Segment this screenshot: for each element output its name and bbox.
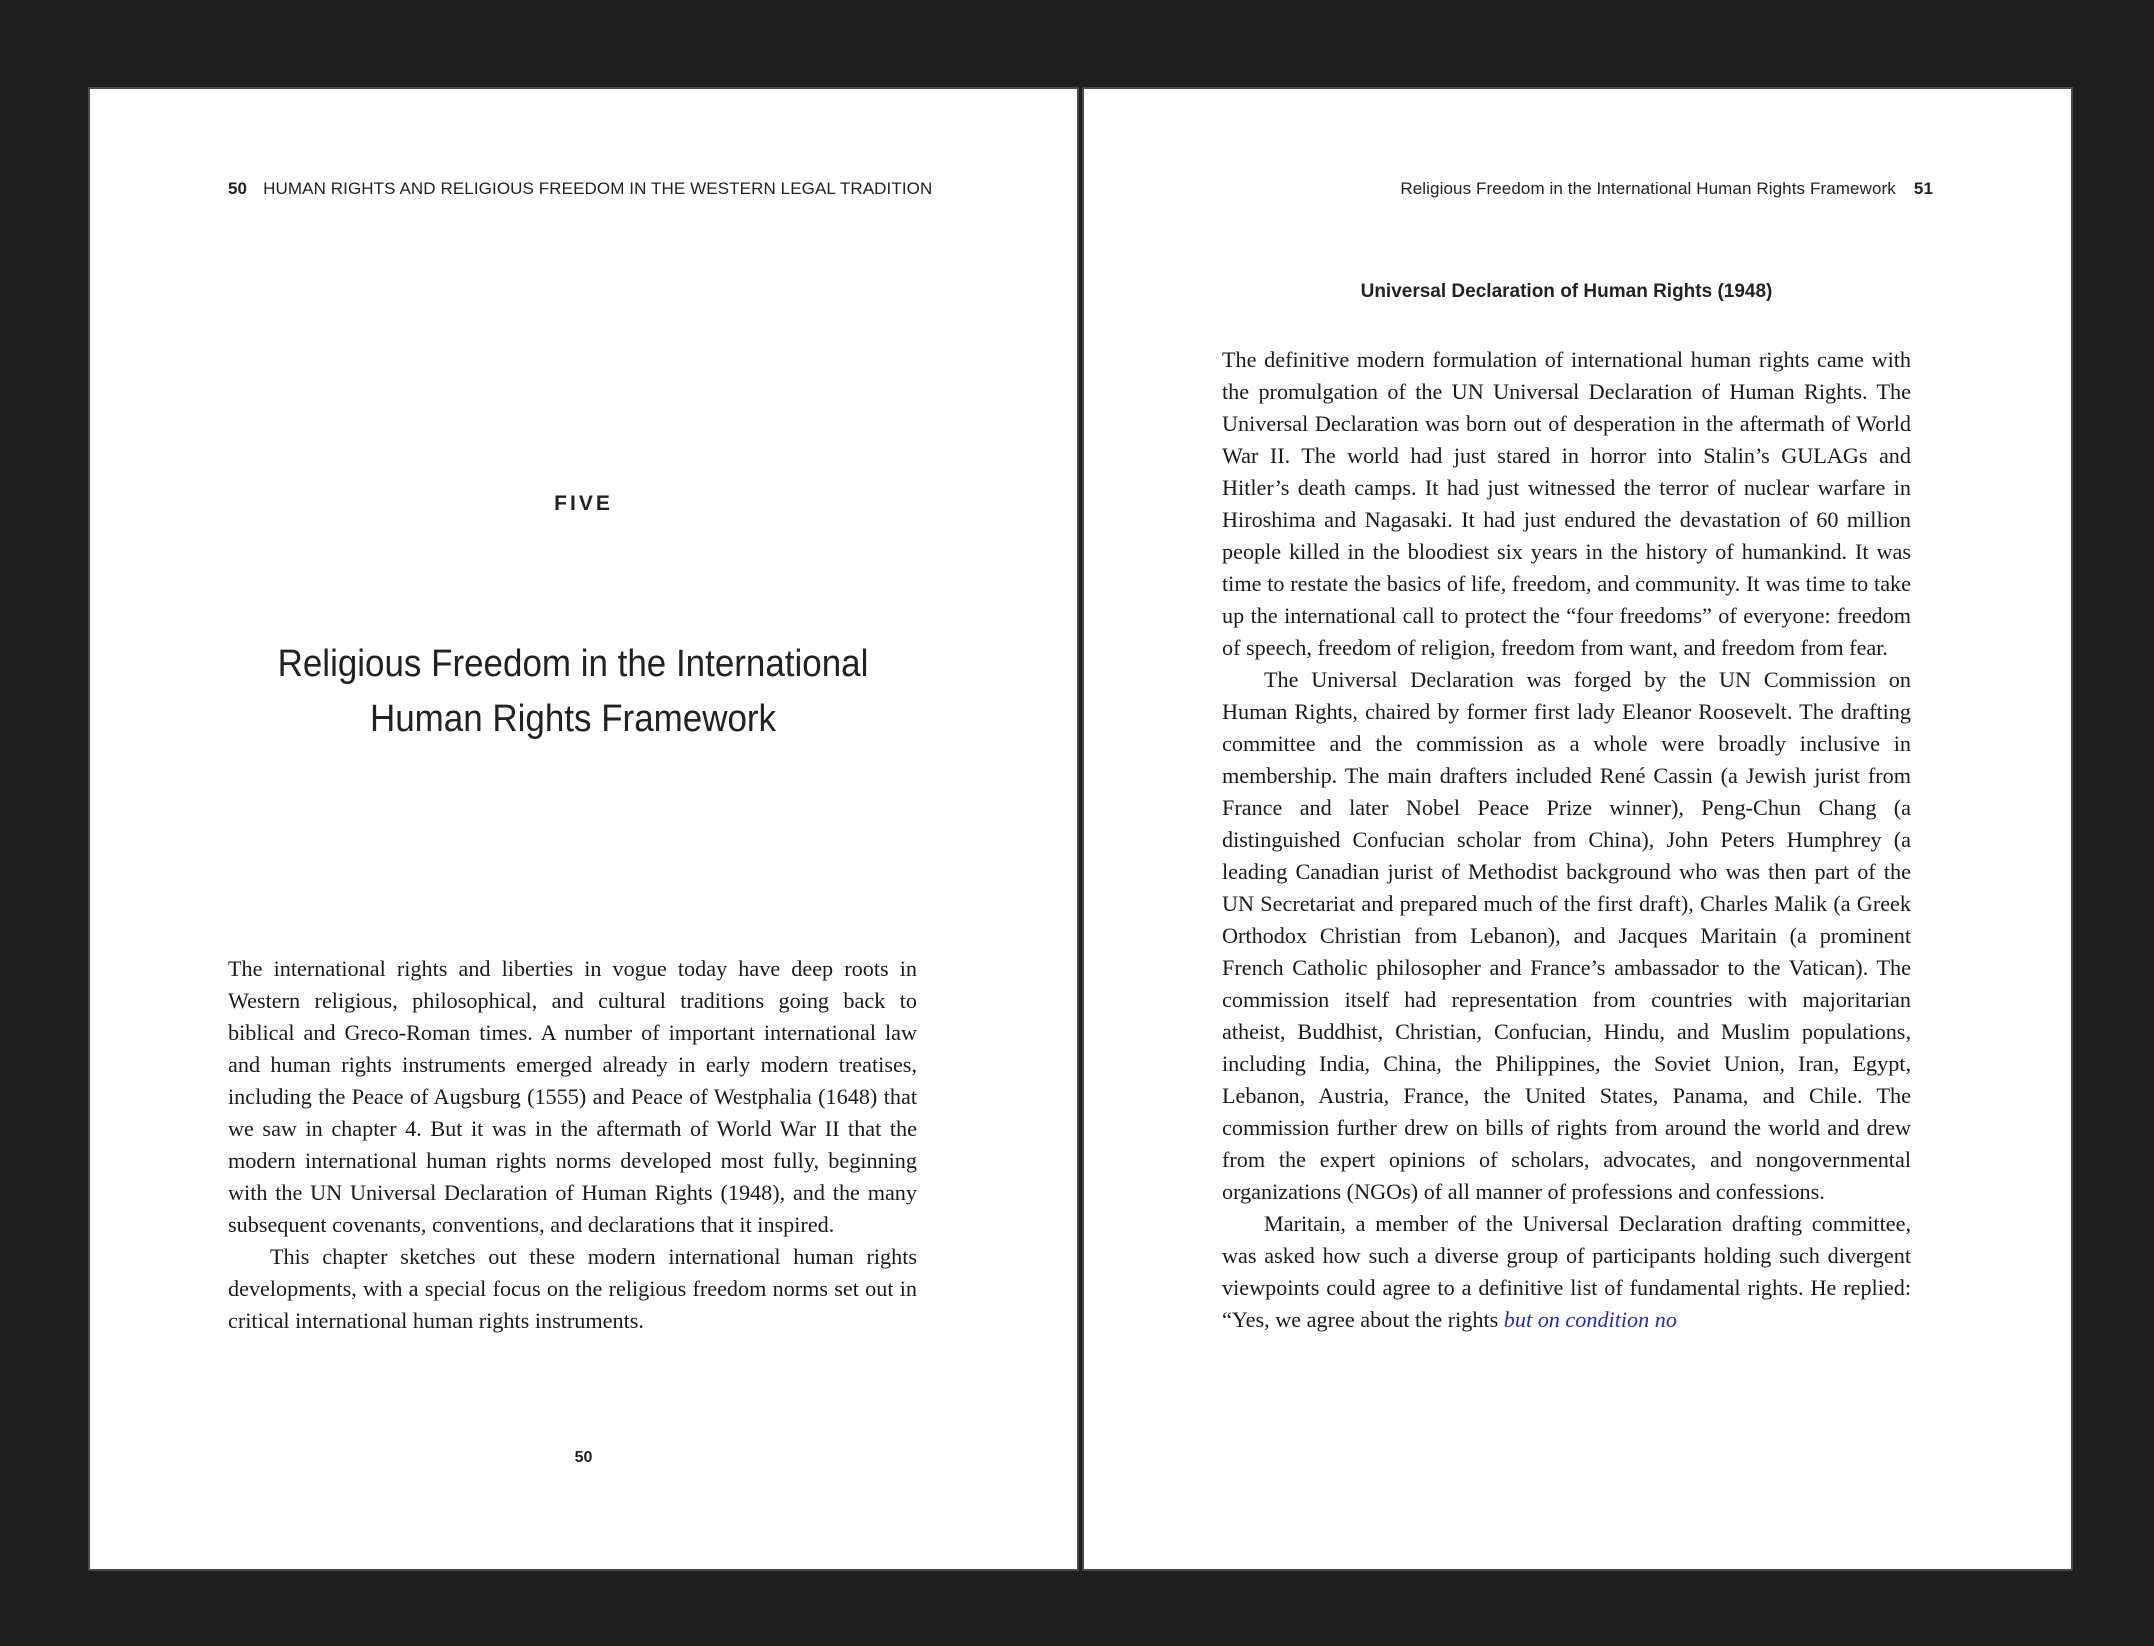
paragraph: This chapter sketches out these modern international human rights developments, with a special focus on the religious freedom norms set out in critical international human rights instruments. (228, 1244, 917, 1333)
header-book-title: HUMAN RIGHTS AND RELIGIOUS FREEDOM IN THE WESTERN LEGAL TRADITION (263, 179, 933, 198)
chapter-title-line-1: Religious Freedom in the International (277, 643, 869, 685)
left-page (88, 87, 1079, 1571)
paragraph: The Universal Declaration was forged by the UN Commission on Human Rights, chaired by former first lady Eleanor Roosevelt. The drafting committee and the commission as a whole were broadly inclusive in membership. The main drafters included René Cassin (a Jewish jurist from France and later Nobel Peace Prize winner), Peng-Chun Chang (a distinguished Confucian scholar from China), John Peters Humphrey (a leading Canadian jurist of Methodist background who was then part of the UN Secretariat and prepared much of the first draft), Charles Malik (a Greek Orthodox Christian from Lebanon), and Jacques Maritain (a prominent French Catholic philosopher and France’s ambassador to the Vatican). The commission itself had representation from countries with majoritarian atheist, Buddhist, Christian, Confucian, Hindu, and Muslim populations, including India, China, the Philippines, the Soviet Union, Iran, Egypt, Lebanon, Austria, France, the United States, Panama, and Chile. The commission further drew on bills of rights from around the world and drew from the expert opinions of scholars, advocates, and nongovernmental organizations (NGOs) of all manner of professions and confessions. (1222, 667, 1911, 1204)
right-body-text (1222, 344, 1911, 1336)
chapter-title (256, 637, 891, 747)
header-chapter-title: Religious Freedom in the International Human Rights Framework (1400, 179, 1896, 198)
right-page (1082, 87, 2073, 1571)
chapter-title-line-2: Human Rights Framework (369, 698, 777, 740)
page-folio: 50 (574, 1449, 593, 1466)
header-page-number: 50 (228, 179, 248, 198)
paragraph-text: Maritain, a member of the Universal Declaration drafting committee, was asked how such a diverse group of participants holding such divergent viewpoints could agree to a definitive list of fundamental rights. He replied: “Yes, we agree about the rights (1222, 1211, 1911, 1332)
paragraph: The international rights and liberties in vogue today have deep roots in Western religious, philosophical, and cultural traditions going back to biblical and Greco-Roman times. A number of important international law and human rights instruments emerged already in early modern treatises, including the Peace of Augsburg (1555) and Peace of Westphalia (1648) that we saw in chapter 4. But it was in the aftermath of World War II that the modern international human rights norms developed most fully, beginning with the UN Universal Declaration of Human Rights (1948), and the many subsequent covenants, conventions, and declarations that it inspired. (228, 956, 917, 1237)
paragraph: The definitive modern formulation of international human rights came with the promulgation of the UN Universal Declaration of Human Rights. The Universal Declaration was born out of desperation in the aftermath of World War II. The world had just stared in horror into Stalin’s GULAGs and Hitler’s death camps. It had just witnessed the terror of nuclear warfare in Hiroshima and Nagasaki. It had just endured the devastation of 60 million people killed in the bloodiest six years in the history of humankind. It was time to restate the basics of life, freedom, and community. It was time to take up the international call to protect the “four freedoms” of everyone: freedom of speech, freedom of religion, freedom from want, and freedom from fear. (1222, 347, 1911, 660)
right-running-head (1400, 179, 1933, 199)
section-heading: Universal Declaration of Human Rights (1948) (1360, 281, 1773, 302)
left-body-text (228, 953, 917, 1337)
header-page-number: 51 (1913, 179, 1933, 198)
chapter-number: FIVE (554, 492, 613, 515)
highlighted-link-text[interactable]: but on condition no (1503, 1307, 1677, 1332)
left-running-head (228, 179, 932, 199)
paragraph-last (1222, 1208, 1911, 1336)
